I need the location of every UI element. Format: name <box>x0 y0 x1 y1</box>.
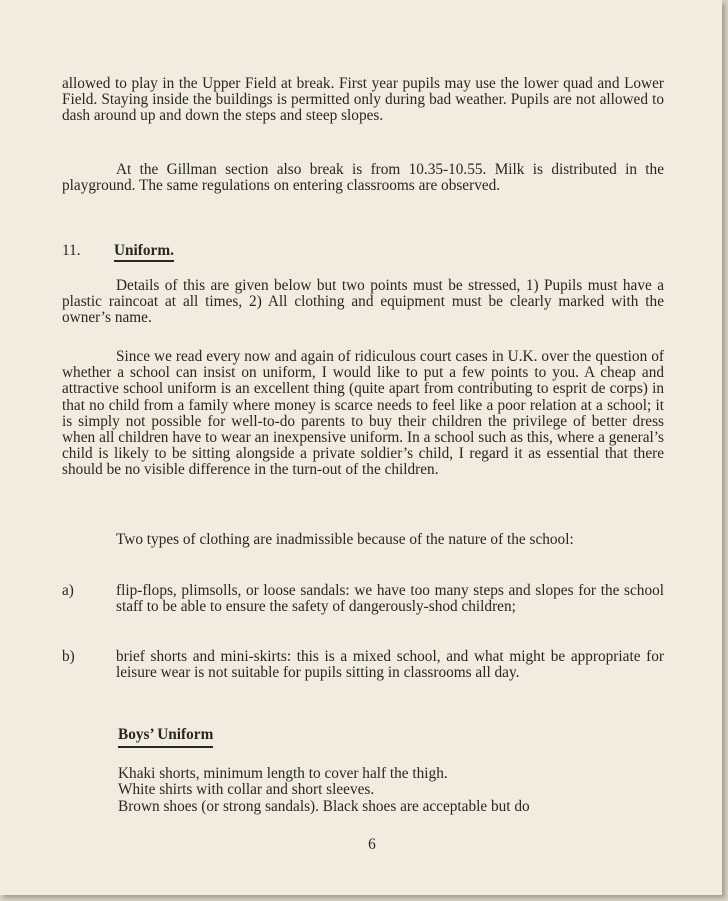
paragraph: allowed to play in the Upper Field at break. First year pupils may use the lower quad and Lower Field. Staying inside the buildings is permitted only during bad weather. Pupils are not allowed to dash around up and down the steps and steep slopes. <box>62 75 664 125</box>
section-title: Uniform. <box>114 242 174 262</box>
list-item: White shirts with collar and short sleeves. <box>118 781 375 799</box>
list-item: Brown shoes (or strong sandals). Black shoes are acceptable but do <box>118 797 530 815</box>
subsection-heading-boys-uniform: Boys’ Uniform <box>118 726 213 748</box>
list-marker: b) <box>62 648 75 665</box>
list-marker: a) <box>62 582 74 599</box>
paragraph-gillman-section <box>62 162 664 194</box>
paragraph: Since we read every now and again of ridiculous court cases in U.K. over the question of whether a school can insist on uniform, I would like to put a few points to you. A cheap and attractive school uniform is an excellent thing (quite apart from contributing to esprit de corps) in that no child from a family where money is scarce needs to feel like a poor relation at a school; it is simply not possible for well-to-do parents to buy their children the privilege of better dress when all children have to wear an inexpensive uniform. In a school such as this, where a general’s child is likely to be sitting alongside a private soldier’s child, I regard it as essential that there should be no visible difference in the turn-out of the children. <box>62 348 664 479</box>
list-item-b <box>62 649 664 681</box>
list-item: Khaki shorts, minimum length to cover half the thigh. <box>118 765 448 782</box>
list-item-text: flip-flops, plimsolls, or loose sandals: we have too many steps and slopes for the school staff to be able to ensure the safety of dangerously-shod children; <box>116 582 664 616</box>
paragraph-break-rules <box>62 76 664 125</box>
section-number: 11. <box>62 242 81 259</box>
paragraph-uniform-rationale <box>62 349 664 479</box>
page-number: 6 <box>368 836 376 853</box>
section-heading-uniform <box>62 242 174 260</box>
paragraph: Two types of clothing are inadmissible because of the nature of the school: <box>116 531 574 548</box>
paragraph-uniform-details <box>62 278 664 327</box>
paragraph: At the Gillman section also break is from 10.35-10.55. Milk is distributed in the playground. The same regulations on entering classrooms are observed. <box>62 161 664 195</box>
list-item-a <box>62 583 664 615</box>
list-item-text: brief shorts and mini-skirts: this is a mixed school, and what might be appropriate for leisure wear is not suitable for pupils sitting in classrooms all day. <box>116 648 664 682</box>
boys-uniform-list <box>118 766 668 815</box>
paragraph-inadmissible-clothing <box>62 532 664 548</box>
paragraph: Details of this are given below but two points must be stressed, 1) Pupils must have a plastic raincoat at all times, 2) All clothing and equipment must be clearly marked with the owner’s name. <box>62 277 664 327</box>
